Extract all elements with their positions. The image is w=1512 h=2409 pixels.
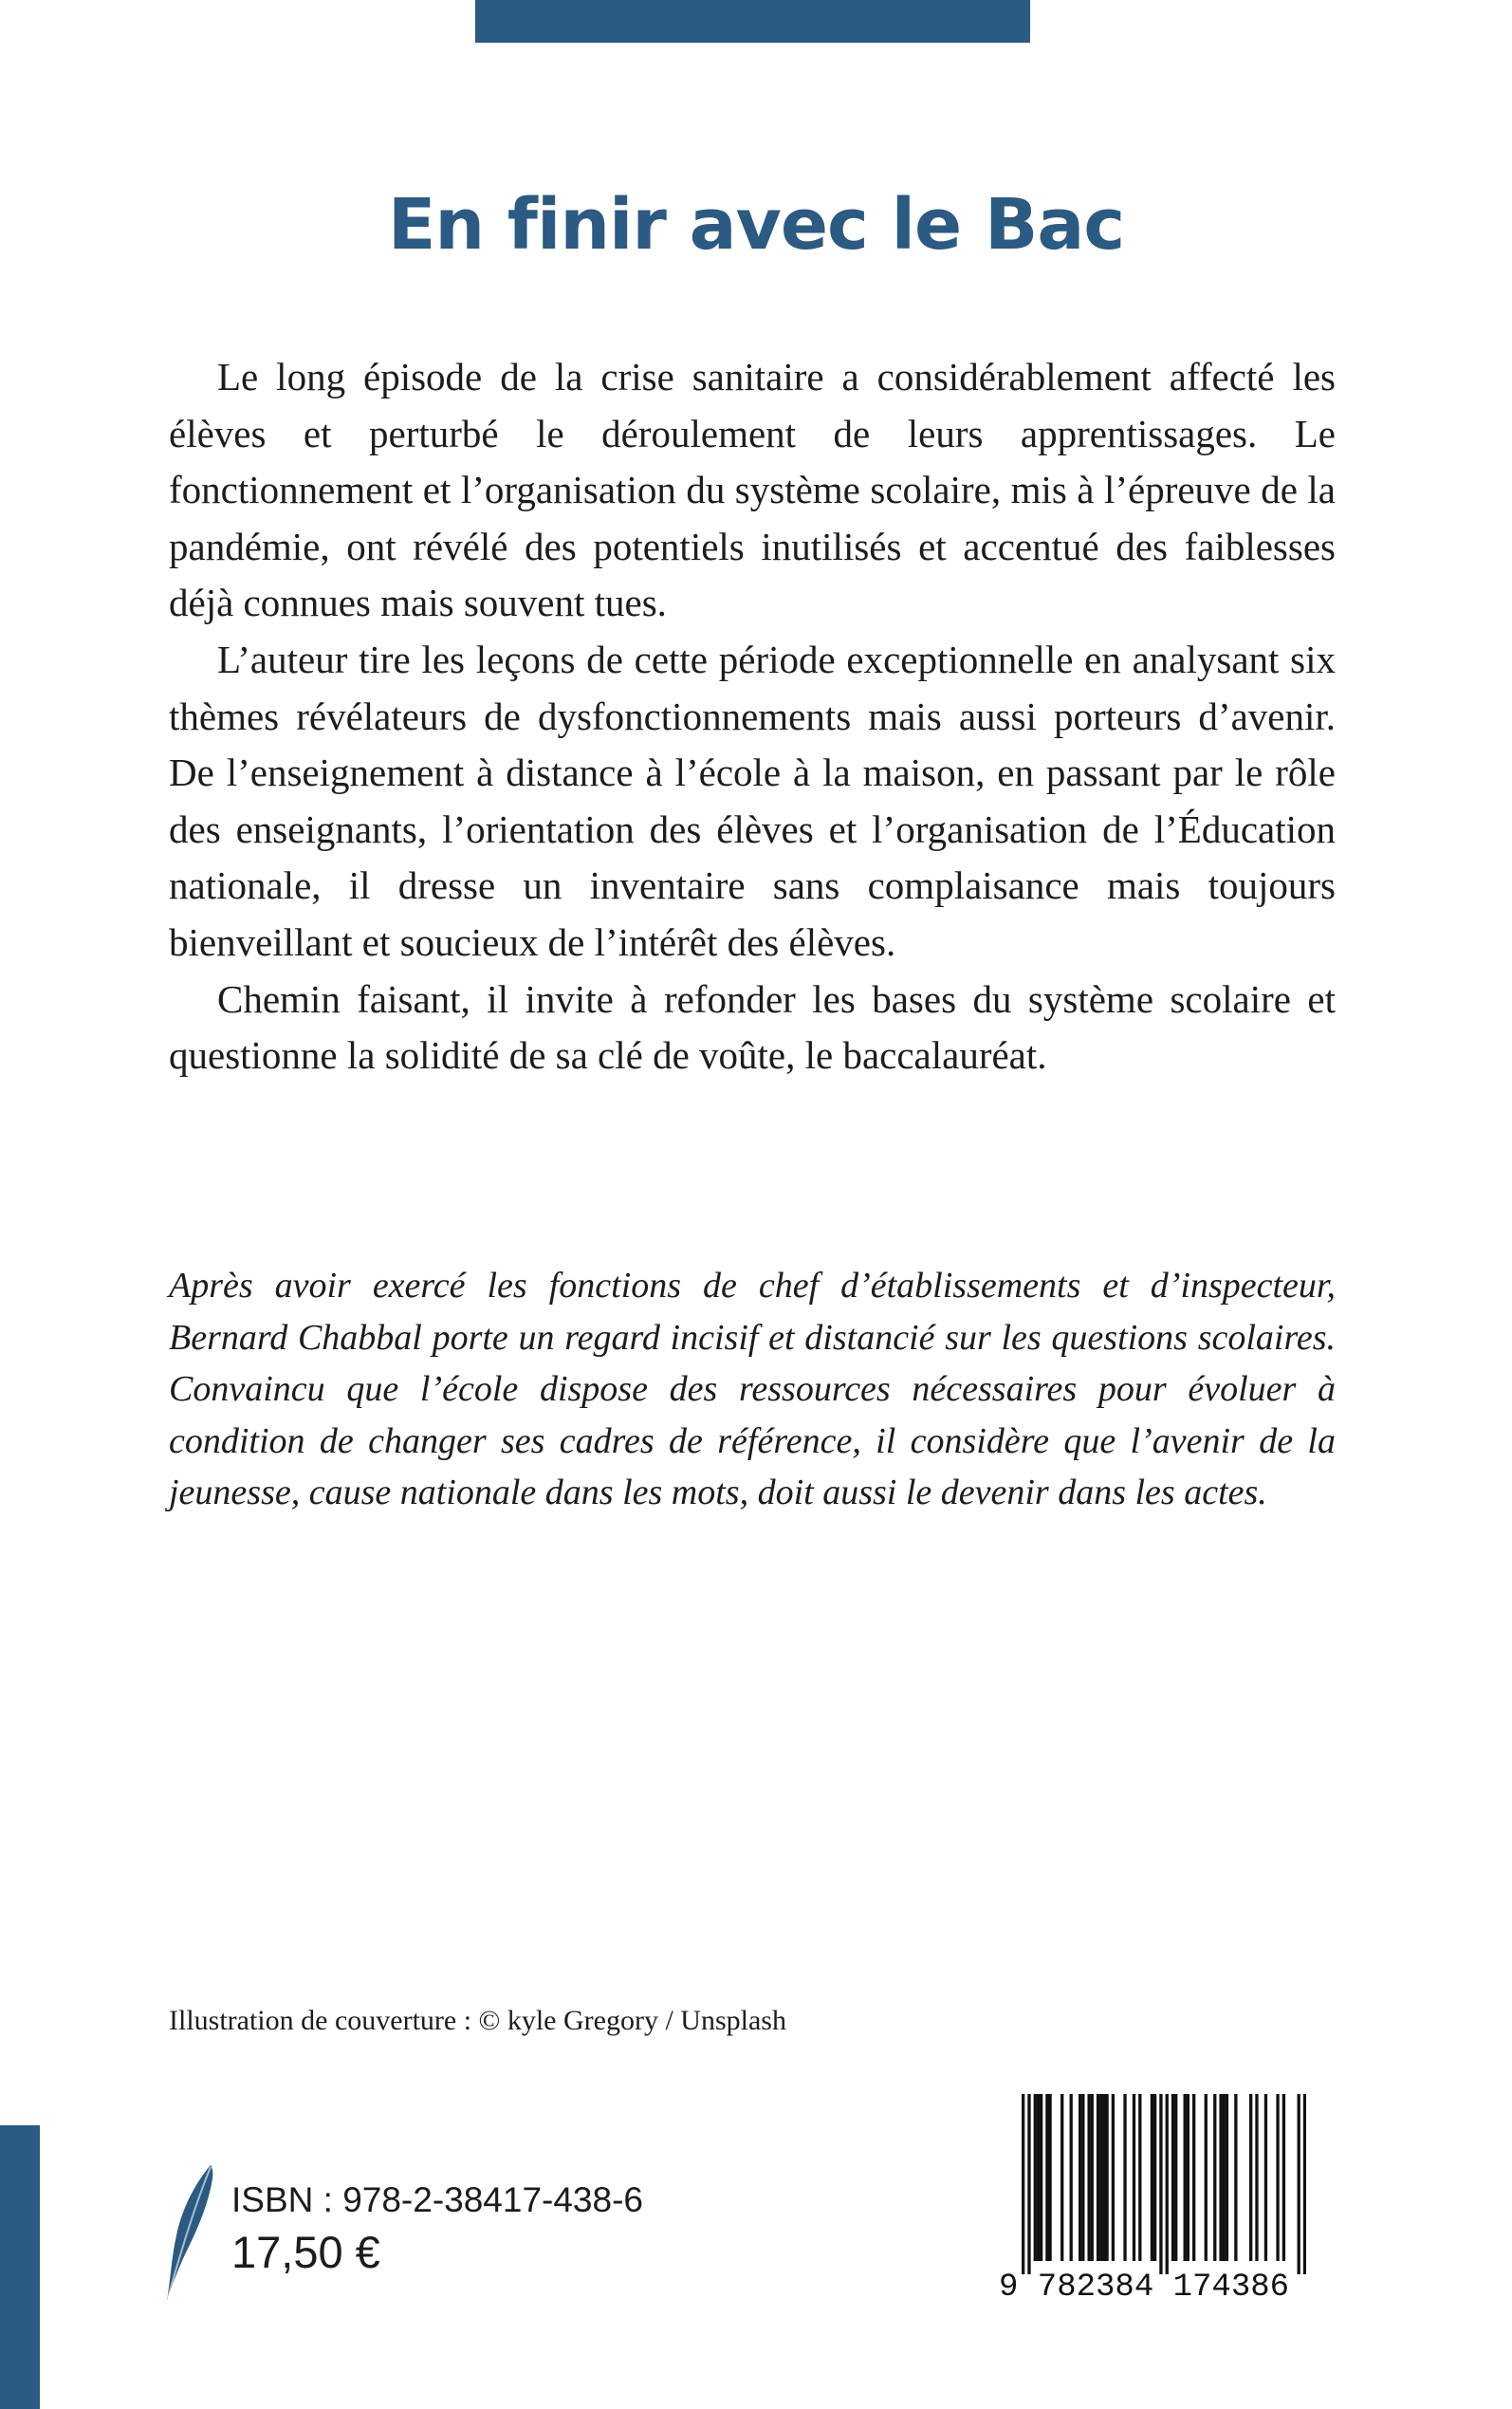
barcode-bar [1187, 2094, 1189, 2261]
feather-icon [159, 2161, 216, 2304]
barcode-bar [1048, 2094, 1051, 2261]
barcode-bar [1133, 2094, 1135, 2261]
barcode-bar [1102, 2094, 1105, 2261]
isbn-label: ISBN : 978-2-38417-438-6 [231, 2180, 643, 2219]
barcode-bar [1192, 2094, 1195, 2261]
barcode-bar [1022, 2094, 1024, 2274]
barcode-bar [1097, 2094, 1099, 2261]
barcode-bar [1234, 2094, 1237, 2261]
barcode-bar [1223, 2094, 1226, 2261]
barcode-number: 9 782384 174386 [999, 2270, 1290, 2306]
barcode-bar [1151, 2094, 1153, 2261]
barcode-bar [1213, 2094, 1216, 2261]
barcode-bar [1303, 2094, 1306, 2274]
author-bio [169, 1260, 1336, 1519]
barcode-bar [1174, 2094, 1177, 2261]
barcode-bar [1153, 2094, 1156, 2261]
barcode-bar [1081, 2094, 1084, 2261]
barcode-bar [1099, 2094, 1102, 2261]
barcode-bar [1171, 2094, 1174, 2261]
cover-illustration-credit: Illustration de couverture : © kyle Gregory / Unsplash [169, 2005, 786, 2036]
barcode-bar [1040, 2094, 1042, 2261]
barcode-bar [1112, 2094, 1115, 2261]
barcode-bar [1027, 2094, 1030, 2274]
barcode-bar [1060, 2094, 1063, 2261]
barcode-bar [1138, 2094, 1141, 2261]
barcode-bar [1219, 2094, 1222, 2261]
book-title: En finir avec le Bac [387, 184, 1125, 266]
barcode-bars [1022, 2094, 1306, 2274]
barcode-bar [1166, 2094, 1169, 2274]
barcode-bar [1079, 2094, 1081, 2261]
barcode-bar [1123, 2094, 1126, 2261]
summary-paragraph-2: L’auteur tire les leçons de cette période exceptionnelle en analysant six thèmes révélateurs de dysfonctionnements mais aussi porteurs d’avenir. De l’enseignement à distance à l’école à la maison, en passant par le rôle des enseignants, l’orientation des élèves et l’organisation de l’Éducation nationale, il dresse un inventaire sans complaisance mais toujours bienveillant et soucieux de l’intérêt des élèves. [169, 637, 1336, 964]
barcode-bar [1045, 2094, 1048, 2261]
barcode-bar [1070, 2094, 1073, 2261]
barcode-bar [1276, 2094, 1279, 2261]
barcode-bar [1298, 2094, 1300, 2274]
side-accent-bar [0, 2125, 40, 2409]
barcode-bar [1282, 2094, 1285, 2261]
barcode-bar [1226, 2094, 1228, 2261]
barcode-bar [1037, 2094, 1040, 2261]
barcode-bar [1264, 2094, 1267, 2261]
price-label: 17,50 € [231, 2227, 380, 2277]
summary-paragraph-1: Le long épisode de la crise sanitaire a considérablement affecté les élèves et perturbé le déroulement de leurs apprentissages. Le fonctionnement et l’organisation du système scolaire, mis à l’épreuve de la pandémie, ont révélé des potentiels inutilisés et accentué des faiblesses déjà connues mais souvent tues. [169, 355, 1336, 625]
barcode-bar [1087, 2094, 1090, 2261]
barcode-bar [1184, 2094, 1187, 2261]
book-summary [169, 349, 1336, 1084]
barcode [991, 2092, 1319, 2312]
barcode-bar [1034, 2094, 1037, 2261]
top-accent-bar [475, 0, 1030, 43]
summary-paragraph-3: Chemin faisant, il invite à refonder les bases du système scolaire et questionne la solidité de sa clé de voûte, le baccalauréat. [169, 976, 1336, 1078]
author-bio-text: Après avoir exercé les fonctions de chef d’établissements et d’inspecteur, Bernard Chabbal porte un regard incisif et distancié sur les questions scolaires. Convaincu que l’école dispose des ressources nécessaires pour évoluer à condition de changer ses cadres de référence, il considère que l’avenir de la jeunesse, cause nationale dans les mots, doit aussi le devenir dans les actes. [169, 1266, 1336, 1512]
barcode-bar [1105, 2094, 1108, 2261]
barcode-bar [1205, 2094, 1208, 2261]
barcode-bar [1255, 2094, 1258, 2261]
barcode-bar [1159, 2094, 1162, 2274]
barcode-bar [1091, 2094, 1094, 2261]
barcode-bar [1249, 2094, 1252, 2261]
